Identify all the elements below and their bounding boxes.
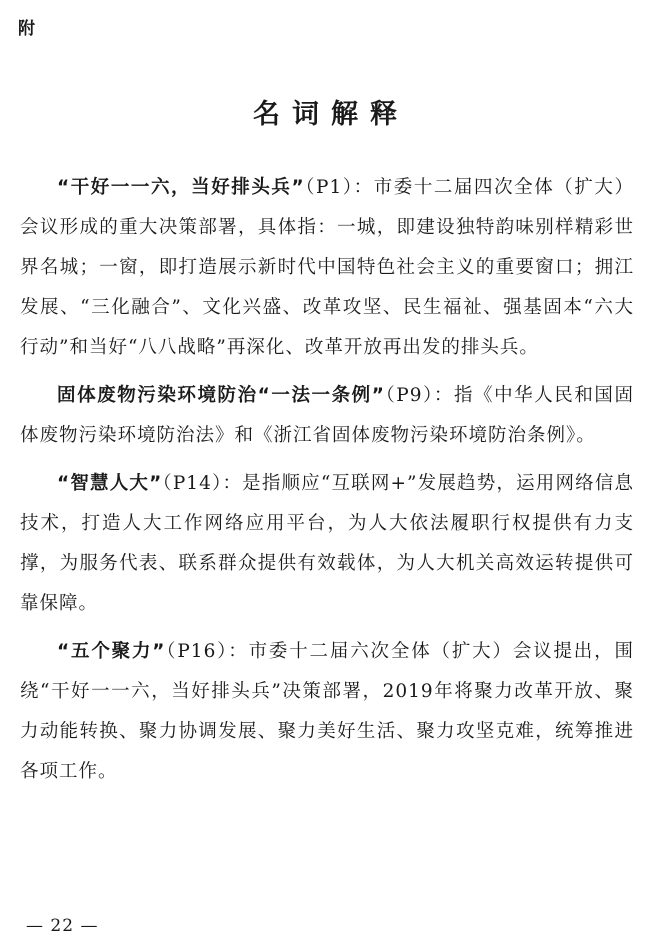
glossary-entry — [20, 464, 634, 624]
entry-page-ref: （P1）： — [304, 177, 374, 198]
entry-description: 市委十二届四次全体（扩大）会议形成的重大决策部署，具体指：一城，即建设独特韵味别样精彩世界名城；一窗，即打造展示新时代中国特色社会主义的重要窗口；拥江发展、“三化融合”、文化兴盛、改革攻坚、民生福祉、强基固本“六大行动”和当好“八八战略”再深化、改革开放再出发的排头兵。 — [20, 177, 634, 358]
entry-description: 市委十二届六次全体（扩大）会议提出，围绕“干好一一六，当好排头兵”决策部署，2019年将聚力改革开放、聚力动能转换、聚力协调发展、聚力美好生活、聚力攻坚克难，统筹推进各项工作。 — [20, 641, 634, 782]
page-number: — 22 — — [26, 916, 99, 936]
glossary-entry — [20, 632, 634, 792]
entry-page-ref: （P16）： — [165, 641, 249, 662]
entry-term: “五个聚力” — [57, 641, 166, 662]
entry-term: 固体废物污染环境防治“一法一条例” — [57, 385, 385, 406]
entry-description: 是指顺应“互联网+”发展趋势，运用网络信息技术，打造人大工作网络应用平台，为人大依法履职行权提供有力支撑，为服务代表、联系群众提供有效载体，为人大机关高效运转提供可靠保障。 — [20, 473, 634, 614]
entry-page-ref: （P14）： — [162, 473, 243, 494]
entry-page-ref: （P9）： — [384, 385, 454, 406]
appendix-label: 附 — [18, 19, 35, 39]
glossary-entry — [20, 376, 634, 456]
page-title: 名词解释 — [253, 99, 409, 130]
entry-term: “智慧人大” — [57, 473, 163, 494]
glossary-body — [20, 168, 634, 800]
entry-description: 指《中华人民和国固体废物污染环境防治法》和《浙江省固体废物污染环境防治条例》。 — [20, 385, 634, 446]
entry-term: “干好一一六，当好排头兵” — [57, 177, 305, 198]
glossary-entry — [20, 168, 634, 368]
